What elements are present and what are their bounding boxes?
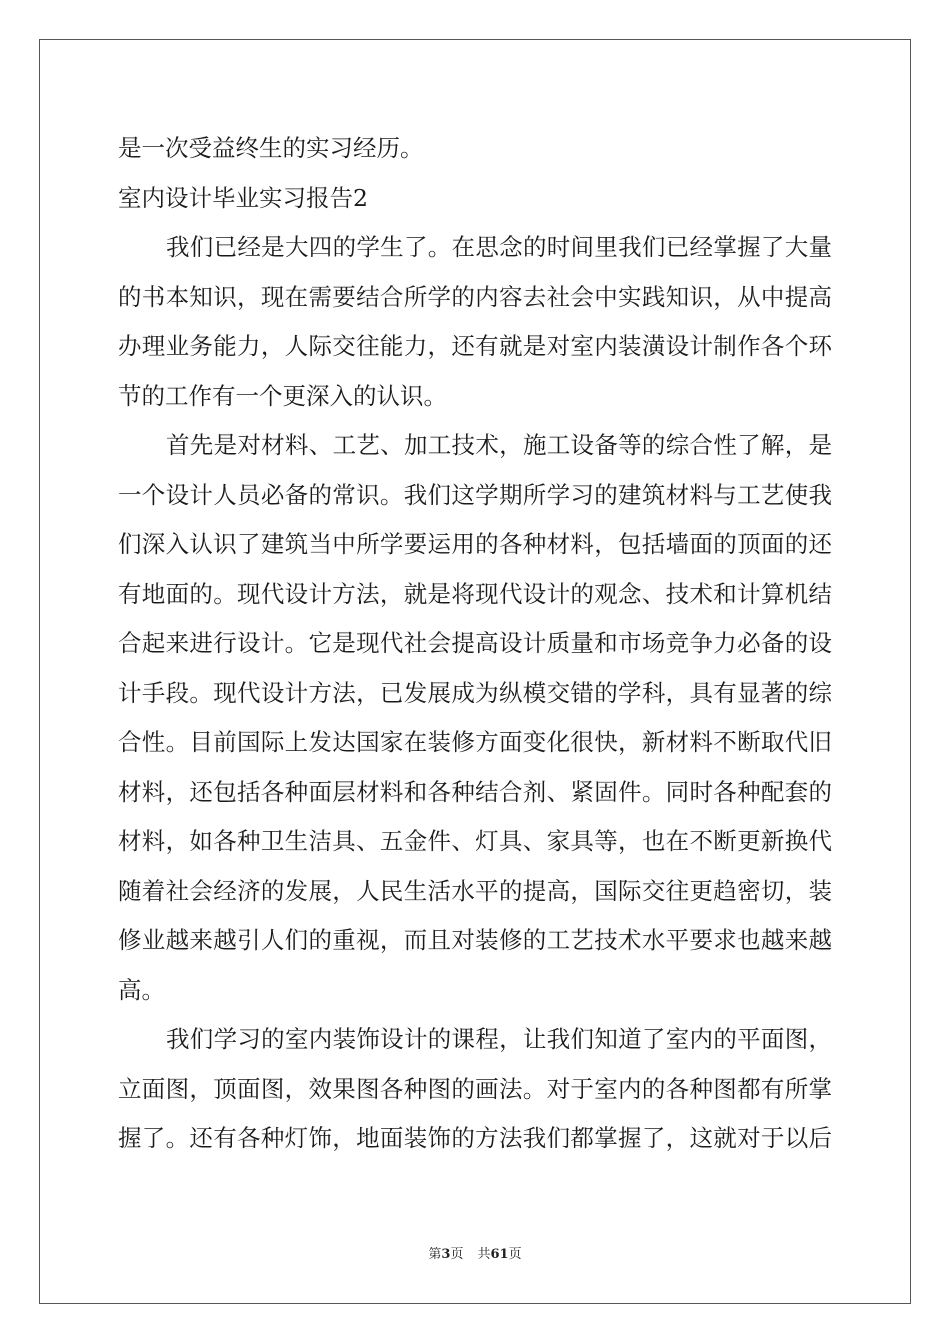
text-line: 我们学习的室内装饰设计的课程，让我们知道了室内的平面图，	[166, 1025, 832, 1053]
total-suffix: 页	[508, 1247, 522, 1262]
text-line: 合起来进行设计。它是现代社会提高设计质量和市场竞争力必备的设	[118, 629, 832, 657]
text-line: 我们已经是大四的学生了。在思念的时间里我们已经掌握了大量	[166, 233, 832, 261]
text-line: 随着社会经济的发展，人民生活水平的提高，国际交往更趋密切，装	[118, 876, 832, 905]
text-line: 首先是对材料、工艺、加工技术，施工设备等的综合性了解，是	[166, 431, 832, 459]
text-line: 合性。目前国际上发达国家在装修方面变化很快，新材料不断取代旧	[118, 728, 832, 756]
text-line: 计手段。现代设计方法，已发展成为纵模交错的学科，具有显著的综	[118, 678, 832, 707]
document-body	[118, 124, 832, 1164]
text-line: 室内设计毕业实习报告2	[118, 183, 368, 212]
page-prefix: 第	[428, 1247, 442, 1262]
text-line: 材料，如各种卫生洁具、五金件、灯具、家具等，也在不断更新换代	[118, 827, 832, 855]
text-line: 高。	[118, 975, 165, 1004]
text-line: 们深入认识了建筑当中所学要运用的各种材料，包括墙面的顶面的还	[118, 530, 832, 558]
page-number: 3	[441, 1247, 451, 1262]
text-line: 握了。还有各种灯饰，地面装饰的方法我们都掌握了，这就对于以后	[118, 1124, 832, 1152]
text-line: 的书本知识，现在需要结合所学的内容去社会中实践知识，从中提高	[118, 282, 832, 311]
total-prefix: 共	[477, 1247, 491, 1262]
text-line: 一个设计人员必备的常识。我们这学期所学习的建筑材料与工艺使我	[118, 480, 832, 509]
page-footer	[0, 1246, 950, 1264]
total-pages: 61	[490, 1247, 509, 1262]
text-line: 材料，还包括各种面层材料和各种结合剂、紧固件。同时各种配套的	[118, 777, 832, 806]
text-line: 修业越来越引人们的重视，而且对装修的工艺技术水平要求也越来越	[118, 926, 832, 954]
text-line: 有地面的。现代设计方法，就是将现代设计的观念、技术和计算机结	[118, 579, 832, 608]
page-suffix: 页	[450, 1247, 464, 1262]
text-line: 办理业务能力，人际交往能力，还有就是对室内装潢设计制作各个环	[118, 332, 832, 360]
text-line: 节的工作有一个更深入的认识。	[118, 381, 447, 410]
text-line: 是一次受益终生的实习经历。	[118, 134, 424, 162]
text-line: 立面图，顶面图，效果图各种图的画法。对于室内的各种图都有所掌	[118, 1074, 832, 1103]
